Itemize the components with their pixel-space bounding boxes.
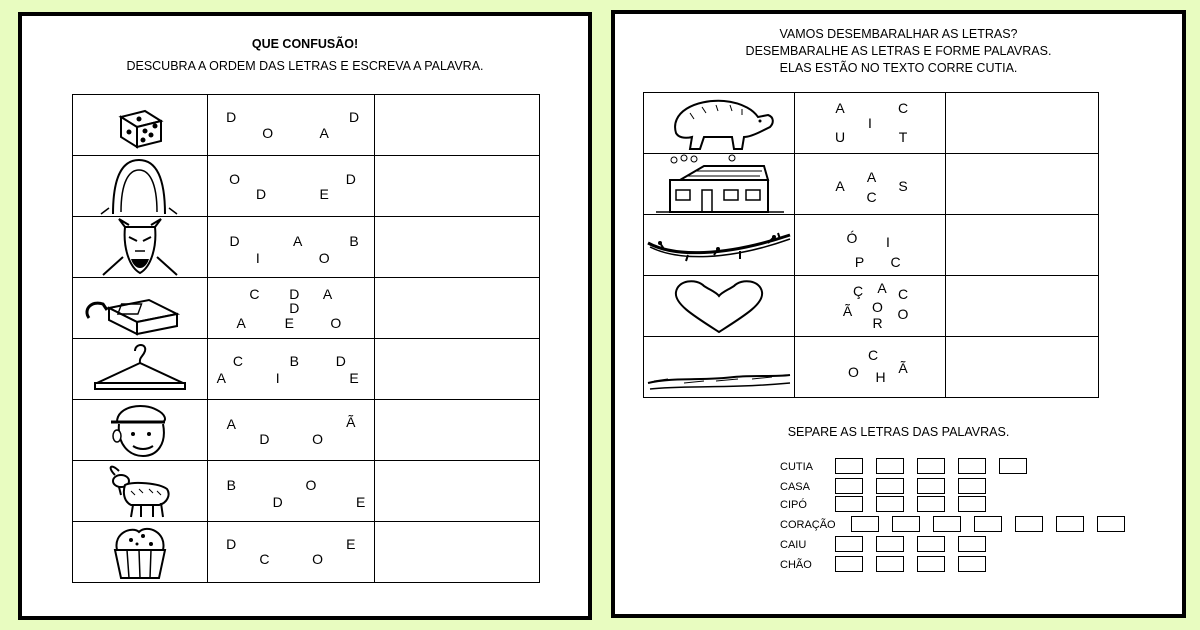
letter-box[interactable] — [1097, 516, 1125, 532]
scrambled-letter: O — [229, 170, 240, 187]
scrambled-letter: O — [848, 363, 859, 380]
word-label: CUTIA — [780, 461, 813, 473]
scrambled-letter: D — [345, 170, 356, 187]
scrambled-letter: D — [226, 109, 237, 126]
worksheet-right — [611, 10, 1186, 618]
scrambled-letter: O — [312, 551, 323, 568]
word-row — [615, 496, 1175, 514]
puzzle-row — [73, 156, 540, 217]
scrambled-letter: O — [872, 299, 883, 316]
scrambled-letter: C — [866, 189, 877, 206]
hanger-icon — [73, 339, 207, 399]
letter-box[interactable] — [876, 496, 904, 512]
answer-cell[interactable] — [946, 215, 1099, 276]
picture-cell — [644, 337, 795, 398]
scrambled-letter: O — [330, 315, 342, 331]
scrambled-letter: C — [890, 253, 901, 270]
picture-cell — [644, 154, 795, 215]
scrambled-letters-cell — [795, 276, 946, 337]
letter-box[interactable] — [835, 458, 863, 474]
bear-icon — [644, 93, 794, 153]
scrambled-letter: B — [349, 233, 359, 249]
scrambled-letter: E — [319, 186, 329, 203]
letter-box[interactable] — [876, 536, 904, 552]
puzzle-row — [73, 461, 540, 522]
scrambled-letter: A — [866, 168, 877, 185]
scrambled-letters-cell — [208, 278, 375, 339]
letter-box[interactable] — [958, 556, 986, 572]
right-puzzle-table — [643, 92, 1099, 398]
picture-cell — [73, 461, 208, 522]
scrambled-letter: Ã — [898, 360, 908, 377]
right-header-line-3: ELAS ESTÃO NO TEXTO CORRE CUTIA. — [779, 61, 1018, 75]
letter-box[interactable] — [958, 496, 986, 512]
scrambled-letter: O — [312, 431, 323, 447]
scrambled-letter: E — [356, 493, 366, 510]
puzzle-row — [644, 276, 1099, 337]
answer-cell[interactable] — [946, 93, 1099, 154]
word-row — [615, 458, 1175, 476]
scrambled-letters-cell — [795, 337, 946, 398]
scrambled-letter: O — [897, 305, 909, 322]
scrambled-letter: D — [289, 300, 300, 316]
word-row — [615, 478, 1175, 496]
scrambled-letters-cell — [208, 461, 375, 522]
scrambled-letter: C — [249, 286, 260, 303]
scrambled-letter: C — [897, 286, 909, 302]
scrambled-letter: O — [318, 249, 330, 266]
word-row — [615, 556, 1175, 574]
answer-cell[interactable] — [375, 400, 540, 461]
scrambled-letter: C — [897, 100, 909, 116]
scrambled-letter: Ã — [346, 413, 356, 430]
picture-cell — [73, 95, 208, 156]
letter-box[interactable] — [1015, 516, 1043, 532]
scrambled-letter: D — [229, 233, 240, 249]
right-header-line-2: DESEMBARALHE AS LETRAS E FORME PALAVRAS. — [745, 44, 1052, 58]
letter-box[interactable] — [958, 536, 986, 552]
scrambled-letter: O — [305, 477, 317, 493]
answer-cell[interactable] — [375, 461, 540, 522]
scrambled-letters-cell — [208, 156, 375, 217]
scrambled-letter: D — [256, 186, 267, 203]
left-instruction: DESCUBRA A ORDEM DAS LETRAS E ESCREVA A PALAVRA. — [126, 59, 484, 73]
scrambled-letter: A — [322, 286, 333, 303]
answer-cell[interactable] — [375, 339, 540, 400]
letter-box[interactable] — [917, 496, 945, 512]
left-puzzle-table — [72, 94, 540, 583]
answer-cell[interactable] — [375, 217, 540, 278]
letter-box[interactable] — [876, 458, 904, 474]
scrambled-letters-cell — [208, 400, 375, 461]
scrambled-letter: S — [898, 177, 908, 194]
left-title: QUE CONFUSÃO! — [251, 37, 359, 51]
right-header-line-1: VAMOS DESEMBARALHAR AS LETRAS? — [779, 27, 1018, 41]
word-label: CHÃO — [780, 559, 812, 571]
scrambled-letter: H — [875, 369, 886, 386]
branch-icon — [644, 215, 794, 275]
scrambled-letter: A — [835, 177, 845, 194]
finger-icon — [73, 156, 207, 216]
scrambled-letter: C — [259, 551, 270, 568]
letter-box[interactable] — [851, 516, 879, 532]
answer-cell[interactable] — [375, 522, 540, 583]
word-label: CORAÇÃO — [780, 519, 836, 531]
scrambled-letters-cell — [795, 215, 946, 276]
scrambled-letter: U — [834, 128, 846, 145]
scrambled-letter: B — [226, 477, 236, 493]
letter-box[interactable] — [958, 478, 986, 494]
scrambled-letter: Ç — [852, 283, 864, 299]
scrambled-letter: E — [346, 535, 356, 552]
scrambled-letter: D — [289, 286, 300, 303]
picture-cell — [644, 93, 795, 154]
scrambled-letter: I — [886, 234, 890, 250]
ground-icon — [644, 337, 794, 397]
scrambled-letter: A — [236, 315, 246, 331]
answer-cell[interactable] — [375, 156, 540, 217]
scrambled-letter: I — [868, 115, 872, 131]
scrambled-letter: A — [835, 100, 845, 116]
scrambled-letter: A — [877, 280, 887, 296]
picture-cell — [73, 156, 208, 217]
scrambled-letter: D — [349, 109, 360, 126]
letter-box[interactable] — [835, 536, 863, 552]
scrambled-letter: D — [272, 493, 283, 510]
picture-cell — [644, 215, 795, 276]
scrambled-letters-cell — [208, 522, 375, 583]
letter-box[interactable] — [835, 478, 863, 494]
puzzle-row — [644, 337, 1099, 398]
puzzle-row — [73, 400, 540, 461]
worksheet-left — [18, 12, 592, 620]
letter-box[interactable] — [974, 516, 1002, 532]
scrambled-letter: D — [259, 431, 270, 447]
heart-icon — [644, 276, 794, 336]
scrambled-letter: Ó — [846, 229, 858, 246]
scrambled-letter: P — [854, 253, 865, 270]
answer-cell[interactable] — [946, 154, 1099, 215]
scrambled-letter: A — [216, 370, 226, 386]
puzzle-row — [73, 217, 540, 278]
word-label: CASA — [780, 481, 810, 493]
letter-box[interactable] — [917, 478, 945, 494]
scrambled-letters-cell — [208, 95, 375, 156]
cupcake-icon — [73, 522, 207, 582]
answer-cell[interactable] — [946, 337, 1099, 398]
padlock-icon — [73, 278, 207, 338]
puzzle-row — [73, 95, 540, 156]
dice-icon — [73, 95, 207, 155]
word-row — [615, 536, 1175, 554]
letter-box[interactable] — [917, 556, 945, 572]
scrambled-letter: D — [226, 535, 237, 552]
scrambled-letter: I — [255, 249, 260, 266]
scrambled-letter: I — [275, 370, 280, 386]
puzzle-row — [73, 278, 540, 339]
picture-cell — [644, 276, 795, 337]
letter-box[interactable] — [917, 458, 945, 474]
scrambled-letter: Ã — [842, 302, 853, 319]
word-row — [615, 516, 1175, 534]
letter-box[interactable] — [933, 516, 961, 532]
puzzle-row — [644, 154, 1099, 215]
scrambled-letters-cell — [208, 339, 375, 400]
goat-icon — [73, 461, 207, 521]
picture-cell — [73, 522, 208, 583]
word-label: CIPÓ — [780, 499, 807, 511]
letter-box[interactable] — [917, 536, 945, 552]
picture-cell — [73, 278, 208, 339]
puzzle-row — [644, 215, 1099, 276]
scrambled-letter: C — [867, 347, 879, 363]
scrambled-letter: B — [289, 353, 299, 370]
scrambled-letter: R — [872, 314, 883, 331]
answer-cell[interactable] — [375, 278, 540, 339]
house-icon — [644, 154, 794, 214]
letter-box[interactable] — [999, 458, 1027, 474]
scrambled-letters-cell — [795, 93, 946, 154]
letter-box[interactable] — [892, 516, 920, 532]
scrambled-letter: A — [319, 125, 329, 142]
scrambled-letter: E — [349, 370, 359, 386]
scrambled-letter: E — [284, 315, 294, 331]
boy-icon — [73, 400, 207, 460]
letter-box[interactable] — [876, 556, 904, 572]
scrambled-letters-cell — [208, 217, 375, 278]
scrambled-letter: C — [232, 353, 243, 370]
scrambled-letter: D — [335, 353, 346, 370]
scrambled-letter: A — [292, 233, 303, 249]
letter-box[interactable] — [876, 478, 904, 494]
scrambled-letters-cell — [795, 154, 946, 215]
puzzle-row — [73, 522, 540, 583]
letter-box[interactable] — [835, 496, 863, 512]
word-label: CAIU — [780, 539, 807, 551]
letter-box[interactable] — [835, 556, 863, 572]
puzzle-row — [644, 93, 1099, 154]
scrambled-letter: T — [898, 128, 908, 145]
letter-box[interactable] — [1056, 516, 1084, 532]
separate-title: SEPARE AS LETRAS DAS PALAVRAS. — [787, 425, 1010, 439]
devil-icon — [73, 217, 207, 277]
scrambled-letter: O — [262, 125, 274, 142]
picture-cell — [73, 339, 208, 400]
picture-cell — [73, 217, 208, 278]
scrambled-letter: A — [226, 416, 236, 432]
picture-cell — [73, 400, 208, 461]
puzzle-row — [73, 339, 540, 400]
answer-cell[interactable] — [946, 276, 1099, 337]
answer-cell[interactable] — [375, 95, 540, 156]
letter-box[interactable] — [958, 458, 986, 474]
